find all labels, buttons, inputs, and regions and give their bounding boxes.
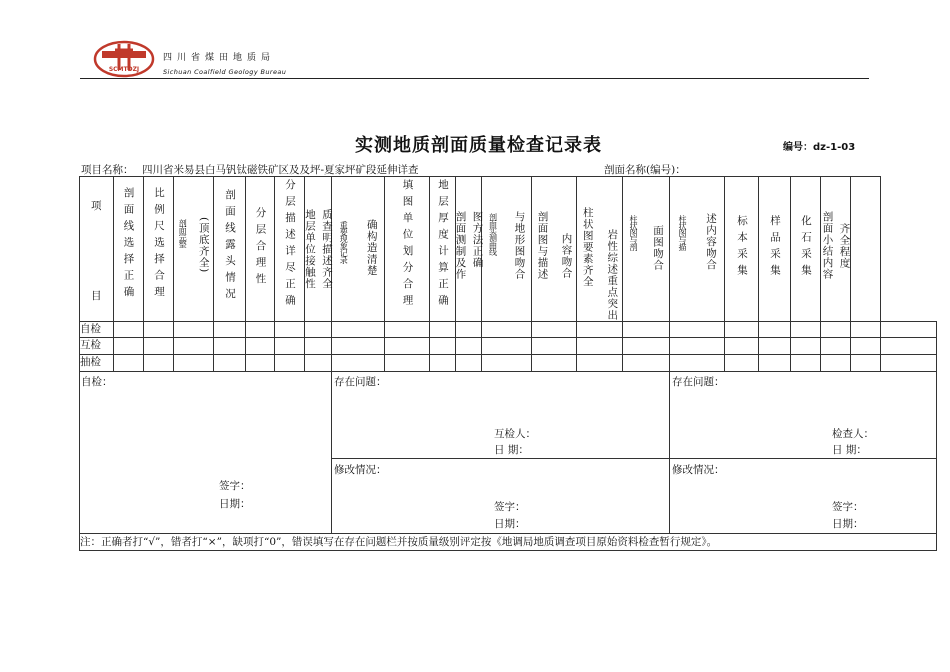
check-cell[interactable] <box>577 355 623 372</box>
col-column-elements: 柱状图要素齐全 岩性综述重点突出 <box>577 177 623 322</box>
check-cell[interactable] <box>725 355 759 372</box>
check-cell[interactable] <box>482 322 532 338</box>
col-section-line: 剖面线选择正确 <box>114 177 144 322</box>
check-cell[interactable] <box>385 322 430 338</box>
col-stratum-contact: 地层单位接触性 质查明描述齐全 <box>305 177 332 322</box>
row-mutual-check <box>80 338 937 355</box>
check-cell[interactable] <box>791 322 821 338</box>
check-cell[interactable] <box>246 355 275 372</box>
check-cell[interactable] <box>114 338 144 355</box>
inspector-date-label: 日 期： <box>832 444 867 456</box>
col-summary: 剖面小结内容 齐全程度 <box>821 177 851 322</box>
check-cell[interactable] <box>759 355 791 372</box>
row-spot-check <box>80 355 937 372</box>
check-cell[interactable] <box>532 338 577 355</box>
col-column-desc: 柱状图与描 述内容吻合 <box>670 177 725 322</box>
check-cell[interactable] <box>144 338 174 355</box>
check-cell[interactable] <box>275 338 305 355</box>
check-cell[interactable] <box>759 322 791 338</box>
col-column-profile: 柱状图与剖 面图吻合 <box>623 177 670 322</box>
check-cell[interactable] <box>456 338 482 355</box>
check-cell[interactable] <box>305 355 332 372</box>
check-cell[interactable] <box>214 338 246 355</box>
col-empty <box>851 177 881 322</box>
col-profile-desc: 剖面图与描述 内容吻合 <box>532 177 577 322</box>
check-cell[interactable] <box>725 322 759 338</box>
check-cell[interactable] <box>482 355 532 372</box>
check-cell[interactable] <box>670 338 725 355</box>
org-name-en: Sichuan Coalfield Geology Bureau <box>163 68 287 76</box>
check-cell[interactable] <box>725 338 759 355</box>
check-cell[interactable] <box>246 322 275 338</box>
check-cell[interactable] <box>430 338 456 355</box>
check-cell[interactable] <box>791 338 821 355</box>
check-cell[interactable] <box>881 338 937 355</box>
check-cell[interactable] <box>577 338 623 355</box>
check-cell[interactable] <box>532 322 577 338</box>
check-cell[interactable] <box>623 338 670 355</box>
check-cell[interactable] <box>174 338 214 355</box>
check-cell[interactable] <box>332 338 385 355</box>
note-row <box>80 534 937 551</box>
check-cell[interactable] <box>670 355 725 372</box>
row-label-mutual: 互检 <box>80 338 114 355</box>
check-cell[interactable] <box>246 338 275 355</box>
check-cell[interactable] <box>851 322 881 338</box>
check-cell[interactable] <box>791 355 821 372</box>
fix-label-2: 修改情况： <box>672 464 725 476</box>
col-map-unit: 填图单位划分合理 <box>385 177 430 322</box>
project-name-value: 四川省米易县白马钒钛磁铁矿区及及坪-夏家坪矿段延伸详查 <box>142 164 419 176</box>
row-self-check <box>80 322 937 338</box>
check-cell[interactable] <box>275 322 305 338</box>
fix-block-2[interactable] <box>670 459 937 534</box>
check-cell[interactable] <box>456 355 482 372</box>
check-cell[interactable] <box>430 355 456 372</box>
check-cell[interactable] <box>456 322 482 338</box>
logo-text: SCMTDZJ <box>108 66 140 73</box>
self-check-label: 自检： <box>81 376 113 388</box>
fix-block-1[interactable] <box>332 459 670 534</box>
check-cell[interactable] <box>305 322 332 338</box>
row-label-spot: 抽检 <box>80 355 114 372</box>
check-cell[interactable] <box>305 338 332 355</box>
check-cell[interactable] <box>881 322 937 338</box>
col-structure: 重要现象记录 确构造清楚 <box>332 177 385 322</box>
check-cell[interactable] <box>881 355 937 372</box>
check-cell[interactable] <box>385 338 430 355</box>
footnote: 注：正确者打“√”，错者打“×”，缺项打“0”，错误填写在存在问题栏并按质量级别评定按《地调局地质调查项目原始资料检查暂行规定》。 <box>80 534 937 551</box>
col-fossil: 化石采集 <box>791 177 821 322</box>
header-row <box>80 177 937 322</box>
col-complete: 剖面完整 (顶底齐全) <box>174 177 214 322</box>
check-cell[interactable] <box>851 338 881 355</box>
col-item-top: 项 <box>91 200 102 212</box>
document-number: 编号：dz-1-03 <box>783 142 856 153</box>
col-terrain: 剖面实测曲线 与地形图吻合 <box>482 177 532 322</box>
check-cell[interactable] <box>385 355 430 372</box>
check-cell[interactable] <box>670 322 725 338</box>
check-cell[interactable] <box>821 338 851 355</box>
check-cell[interactable] <box>144 355 174 372</box>
bureau-logo <box>93 40 155 78</box>
fix-label-1: 修改情况： <box>334 464 387 476</box>
check-cell[interactable] <box>430 322 456 338</box>
fix-sign-label-1: 签字： <box>494 501 526 513</box>
check-cell[interactable] <box>332 322 385 338</box>
check-cell[interactable] <box>623 355 670 372</box>
check-cell[interactable] <box>577 322 623 338</box>
comments-row-1 <box>80 372 937 459</box>
check-cell[interactable] <box>174 355 214 372</box>
inspector-label: 检查人： <box>832 428 874 440</box>
fix-date-label-2: 日期： <box>832 518 864 530</box>
check-cell[interactable] <box>332 355 385 372</box>
col-thickness: 地层厚度计算正确 <box>430 177 456 322</box>
issues-label-2: 存在问题： <box>672 376 725 388</box>
mutual-checker-label: 互检人： <box>494 428 536 440</box>
header-divider <box>80 78 869 79</box>
issues-block-1[interactable] <box>332 372 670 459</box>
col-outcrop: 剖面线露头情况 <box>214 177 246 322</box>
row-label-self: 自检 <box>80 322 114 338</box>
col-method: 剖面测制及作 图方法正确 <box>456 177 482 322</box>
check-cell[interactable] <box>759 338 791 355</box>
check-cell[interactable] <box>482 338 532 355</box>
col-layering: 分层合理性 <box>246 177 275 322</box>
check-cell[interactable] <box>623 322 670 338</box>
check-cell[interactable] <box>114 322 144 338</box>
col-layer-desc: 分层描述详尽正确 <box>275 177 305 322</box>
issues-block-2[interactable] <box>670 372 937 459</box>
self-date-label: 日期： <box>219 498 251 510</box>
project-name-label: 项目名称： <box>81 164 134 176</box>
check-cell[interactable] <box>214 355 246 372</box>
check-cell[interactable] <box>275 355 305 372</box>
check-record-table <box>79 176 937 551</box>
fix-sign-label-2: 签字： <box>832 501 864 513</box>
issues-label-1: 存在问题： <box>334 376 387 388</box>
org-name-cn: 四川省煤田地质局 <box>163 53 276 63</box>
check-cell[interactable] <box>214 322 246 338</box>
col-item <box>80 177 114 322</box>
fix-date-label-1: 日期： <box>494 518 526 530</box>
form-title: 实测地质剖面质量检查记录表 <box>355 135 602 156</box>
col-scale: 比例尺选择合理 <box>144 177 174 322</box>
self-check-block[interactable] <box>80 372 332 534</box>
section-name-label: 剖面名称(编号)： <box>604 164 686 176</box>
col-item-bottom: 目 <box>91 290 102 302</box>
check-cell[interactable] <box>174 322 214 338</box>
check-cell[interactable] <box>144 322 174 338</box>
col-specimen: 标本采集 <box>725 177 759 322</box>
check-cell[interactable] <box>851 355 881 372</box>
self-sign-label: 签字： <box>219 480 251 492</box>
check-cell[interactable] <box>821 355 851 372</box>
check-cell[interactable] <box>821 322 851 338</box>
mutual-date-label: 日 期： <box>494 444 529 456</box>
check-cell[interactable] <box>532 355 577 372</box>
check-cell[interactable] <box>114 355 144 372</box>
col-sample: 样品采集 <box>759 177 791 322</box>
